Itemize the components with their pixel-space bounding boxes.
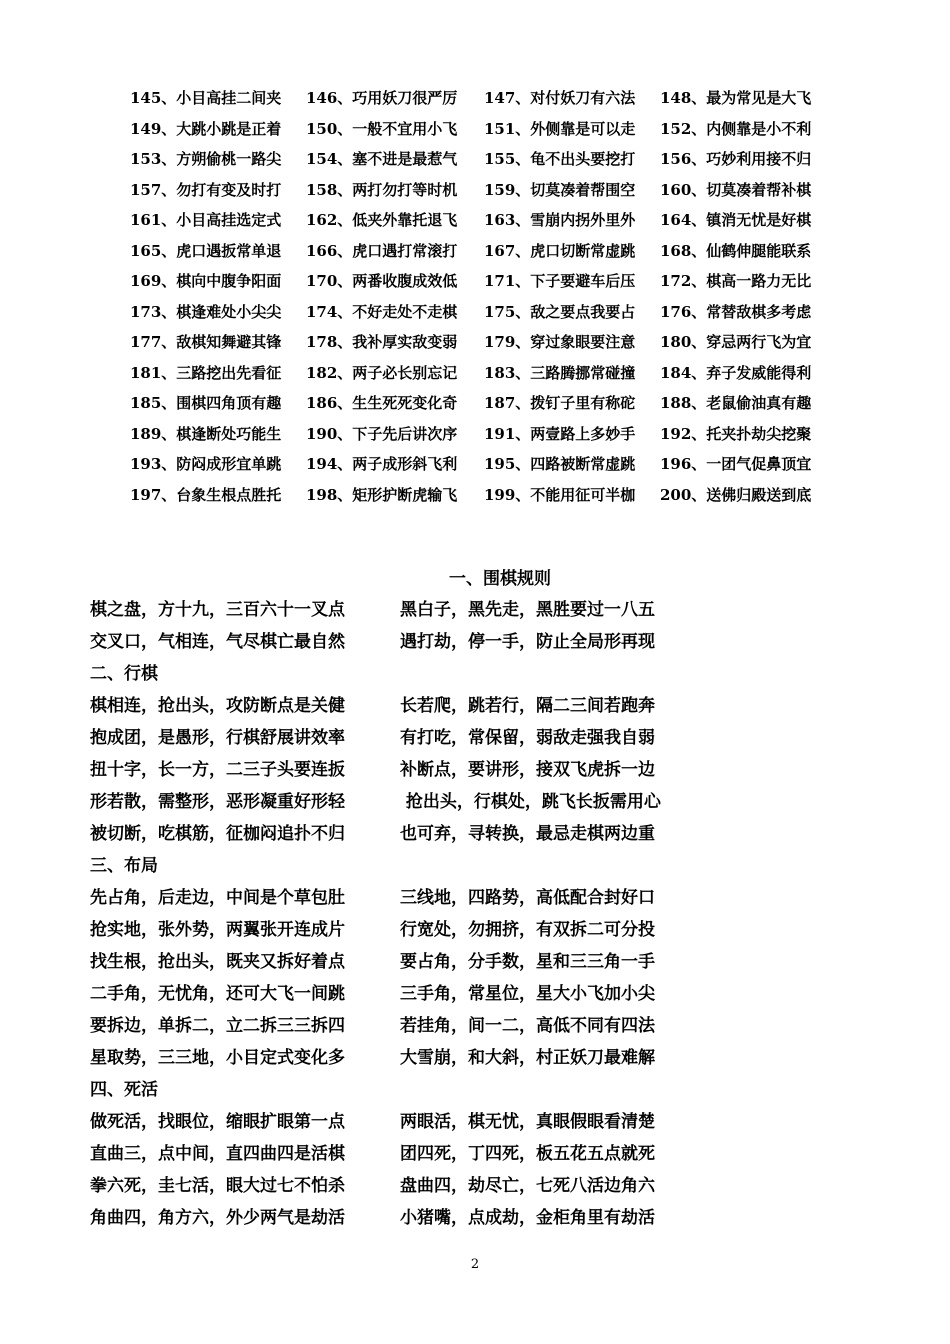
- verse-left: 做死活，找眼位，缩眼扩眼第一点: [90, 1112, 345, 1132]
- proverb-item: 190、下子先后讲次序: [306, 424, 458, 443]
- proverb-item: 182、两子必长别忘记: [306, 363, 458, 382]
- proverb-item: 157、勿打有变及时打: [130, 180, 282, 199]
- proverb-item: 184、弃子发威能得利: [660, 363, 812, 382]
- proverb-item: 177、敌棋知舞避其锋: [130, 333, 282, 351]
- verse-right: 小猪嘴，点成劫，金柜角里有劫活: [400, 1208, 655, 1228]
- verse-right: 补断点，要讲形，接双飞虎拆一边: [400, 760, 655, 780]
- verse-right: 行宽处，勿拥挤，有双拆二可分投: [400, 920, 655, 940]
- proverb-item: 165、虎口遇扳常单退: [130, 241, 282, 260]
- proverb-item: 159、切莫凑着帮围空: [484, 180, 636, 199]
- verse-line: [90, 1202, 790, 1234]
- verse-right: 遇打劫，停一手，防止全局形再现: [400, 632, 655, 652]
- verse-right: 抢出头，行棋处，跳飞长扳需用心: [400, 792, 661, 812]
- verse-left: 要拆边，单拆二，立二拆三三拆四: [90, 1016, 345, 1036]
- verse-line: [90, 946, 790, 978]
- proverb-item: 183、三路腾挪常碰撞: [484, 363, 636, 382]
- verse-right: 盘曲四，劫尽亡，七死八活边角六: [400, 1176, 655, 1196]
- verse-left: 被切断，吃棋筋，征枷闷追扑不归: [90, 824, 345, 844]
- verse-line: [90, 978, 790, 1010]
- verse-right: 也可弃，寻转换，最忌走棋两边重: [400, 824, 655, 844]
- proverb-item: 189、棋逢断处巧能生: [130, 424, 282, 443]
- verse-left: 星取势，三三地，小目定式变化多: [90, 1048, 345, 1068]
- proverb-item: 155、龟不出头要挖打: [484, 150, 636, 168]
- verse-left: 拳六死，圭七活，眼大过七不怕杀: [90, 1176, 345, 1196]
- verse-line: [90, 1106, 790, 1138]
- proverb-item: 163、雪崩内拐外里外: [484, 211, 636, 229]
- proverb-item: 167、虎口切断常虚跳: [484, 241, 636, 260]
- proverb-item: 176、常替敌棋多考虑: [660, 302, 812, 321]
- proverb-item: 152、内侧靠是小不利: [660, 119, 812, 138]
- proverb-item: 186、生生死死变化奇: [306, 394, 458, 412]
- verse-line: [90, 722, 790, 754]
- verse-right: 要占角，分手数，星和三三角一手: [400, 952, 655, 972]
- proverb-item: 174、不好走处不走棋: [306, 302, 458, 321]
- verse-left: 角曲四，角方六，外少两气是劫活: [90, 1208, 345, 1228]
- proverb-item: 169、棋向中腹争阳面: [130, 272, 282, 290]
- proverb-item: 197、台象生根点胜托: [130, 485, 282, 504]
- verse-line: [90, 754, 790, 786]
- section-heading: 三、布局: [90, 856, 158, 876]
- proverb-item: 188、老鼠偷油真有趣: [660, 394, 812, 412]
- verse-left: 二手角，无忧角，还可大飞一间跳: [90, 984, 345, 1004]
- section-heading: 二、行棋: [90, 664, 158, 684]
- verse-right: 长若爬，跳若行，隔二三间若跑奔: [400, 696, 655, 716]
- proverb-item: 198、矩形护断虎输飞: [306, 485, 458, 504]
- proverb-item: 158、两打勿打等时机: [306, 180, 458, 199]
- verse-left: 扭十字，长一方，二三子头要连扳: [90, 760, 345, 780]
- verse-line: [90, 882, 790, 914]
- verse-right: 团四死，丁四死，板五花五点就死: [400, 1144, 655, 1164]
- proverb-item: 156、巧妙利用接不归: [660, 150, 812, 168]
- verse-right: 两眼活，棋无忧，真眼假眼看清楚: [400, 1112, 655, 1132]
- proverb-item: 148、最为常见是大飞: [660, 89, 812, 107]
- verse-right: 三线地，四路势，高低配合封好口: [400, 888, 655, 908]
- proverb-item: 187、拨钉子里有称砣: [484, 394, 636, 412]
- verse-left: 形若散，需整形，恶形凝重好形轻: [90, 792, 345, 812]
- proverb-item: 199、不能用征可半枷: [484, 485, 636, 504]
- proverb-item: 146、巧用妖刀很严厉: [306, 89, 458, 107]
- proverb-item: 194、两子成形斜飞利: [306, 455, 458, 473]
- proverb-item: 185、围棋四角顶有趣: [130, 394, 282, 412]
- proverb-item: 192、托夹扑劫尖挖聚: [660, 424, 812, 443]
- proverb-item: 172、棋高一路力无比: [660, 272, 812, 290]
- verse-line: [90, 626, 790, 658]
- proverb-item: 164、镇消无忧是好棋: [660, 211, 812, 229]
- page-number: 2: [470, 1257, 480, 1272]
- verse-line: [90, 1010, 790, 1042]
- proverb-item: 145、小目高挂二间夹: [130, 89, 282, 107]
- proverb-item: 170、两番收腹成效低: [306, 272, 458, 290]
- section-heading: 四、死活: [90, 1080, 158, 1100]
- verse-line: [90, 786, 790, 818]
- verse-left: 直曲三，点中间，直四曲四是活棋: [90, 1144, 345, 1164]
- verse-right: 黑白子，黑先走，黑胜要过一八五: [400, 600, 655, 620]
- verse-left: 抱成团，是愚形，行棋舒展讲效率: [90, 728, 345, 748]
- proverb-item: 162、低夹外靠托退飞: [306, 211, 458, 229]
- verse-left: 找生根，抢出头，既夹又拆好着点: [90, 952, 345, 972]
- verse-left: 先占角，后走边，中间是个草包肚: [90, 888, 345, 908]
- proverb-item: 171、下子要避车后压: [484, 272, 636, 290]
- proverb-item: 151、外侧靠是可以走: [484, 119, 636, 138]
- proverb-item: 195、四路被断常虚跳: [484, 455, 636, 473]
- proverb-item: 191、两壹路上多妙手: [484, 424, 636, 443]
- proverb-item: 149、大跳小跳是正着: [130, 119, 282, 138]
- proverb-item: 178、我补厚实敌变弱: [306, 333, 458, 351]
- verse-line: [90, 1138, 790, 1170]
- verse-line: [90, 818, 790, 850]
- verse-right: 若挂角，间一二，高低不同有四法: [400, 1016, 655, 1036]
- proverb-item: 181、三路挖出先看征: [130, 363, 282, 382]
- proverb-item: 200、送佛归殿送到底: [660, 485, 812, 504]
- verse-right: 大雪崩，和大斜，村正妖刀最难解: [400, 1048, 655, 1068]
- proverb-item: 196、一团气促鼻顶宜: [660, 455, 812, 473]
- proverb-item: 179、穿过象眼要注意: [484, 333, 636, 351]
- proverb-grid: [130, 83, 830, 510]
- verse-body: [90, 594, 790, 1234]
- proverb-item: 161、小目高挂选定式: [130, 211, 282, 229]
- proverb-item: 173、棋逢难处小尖尖: [130, 302, 282, 321]
- proverb-item: 193、防闷成形宜单跳: [130, 455, 282, 473]
- proverb-item: 166、虎口遇打常滚打: [306, 241, 458, 260]
- verse-line: [90, 594, 790, 626]
- verse-line: [90, 1170, 790, 1202]
- proverb-item: 180、穿忌两行飞为宜: [660, 333, 812, 351]
- verse-left: 抢实地，张外势，两翼张开连成片: [90, 920, 345, 940]
- proverb-item: 175、敌之要点我要占: [484, 302, 636, 321]
- proverb-item: 154、塞不进是最惹气: [306, 150, 458, 168]
- verse-line: [90, 690, 790, 722]
- verse-left: 棋之盘，方十九，三百六十一叉点: [90, 600, 345, 620]
- proverb-item: 153、方朔偷桃一路尖: [130, 150, 282, 168]
- proverb-item: 160、切莫凑着帮补棋: [660, 180, 812, 199]
- verse-right: 有打吃，常保留，弱敌走强我自弱: [400, 728, 655, 748]
- proverb-item: 168、仙鹤伸腿能联系: [660, 241, 812, 260]
- verse-left: 交叉口，气相连，气尽棋亡最自然: [90, 632, 345, 652]
- verse-line: [90, 1042, 790, 1074]
- section-title-rules: 一、围棋规则: [449, 569, 551, 589]
- proverb-item: 147、对付妖刀有六法: [484, 89, 636, 107]
- verse-left: 棋相连，抢出头，攻防断点是关健: [90, 696, 345, 716]
- verse-line: [90, 914, 790, 946]
- proverb-item: 150、一般不宜用小飞: [306, 119, 458, 138]
- verse-right: 三手角，常星位，星大小飞加小尖: [400, 984, 655, 1004]
